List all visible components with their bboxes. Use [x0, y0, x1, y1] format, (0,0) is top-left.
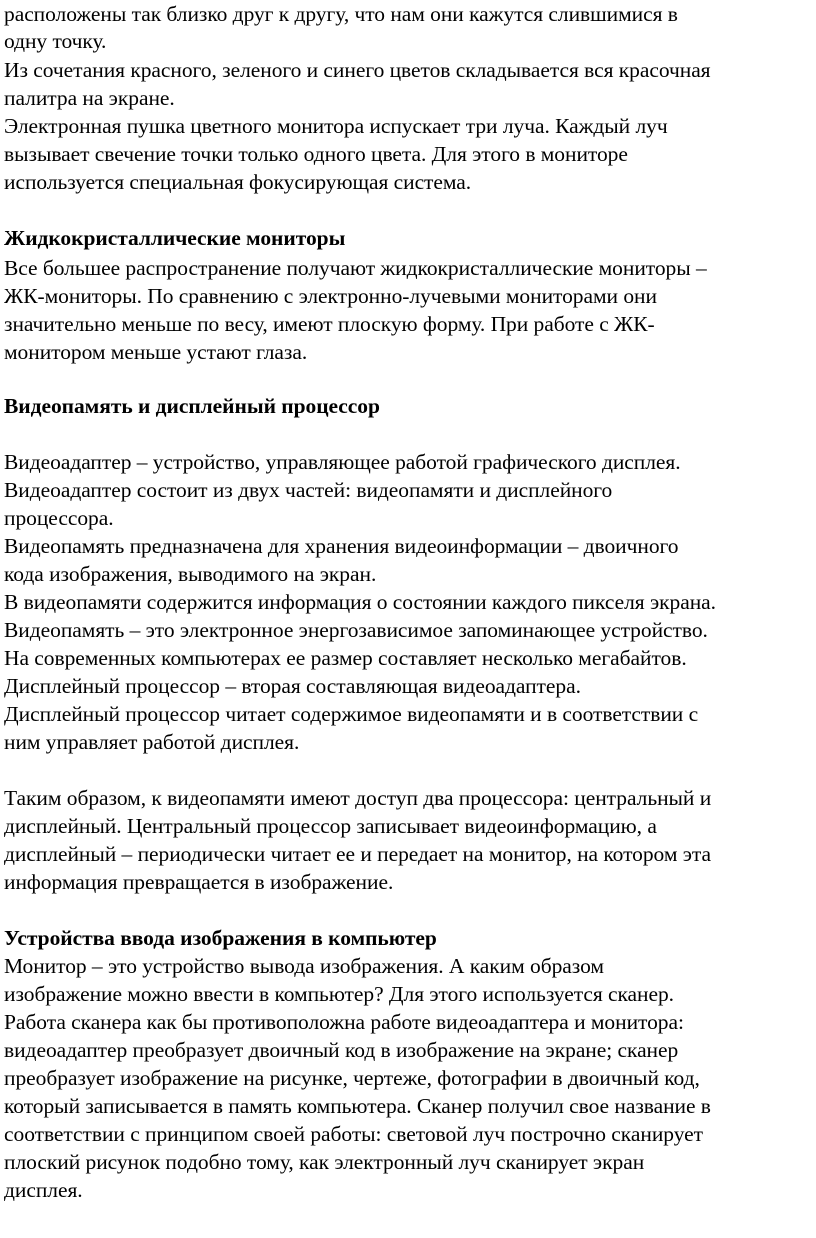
body-text-line: Монитор – это устройство вывода изображения. А каким образом: [4, 954, 604, 978]
body-text-line: ЖК-мониторы. По сравнению с электронно-лучевыми мониторами они: [4, 284, 657, 308]
body-text-line: дисплейный. Центральный процессор записывает видеоинформацию, а: [4, 814, 657, 838]
body-text-line: Видеоадаптер – устройство, управляющее работой графического дисплея.: [4, 450, 681, 474]
body-text-line: палитра на экране.: [4, 86, 175, 110]
body-text-line: вызывает свечение точки только одного цвета. Для этого в мониторе: [4, 142, 628, 166]
body-text-line: Электронная пушка цветного монитора испускает три луча. Каждый луч: [4, 114, 668, 138]
body-text-line: значительно меньше по весу, имеют плоскую форму. При работе с ЖК-: [4, 312, 655, 336]
body-text-line: изображение можно ввести в компьютер? Для этого используется сканер.: [4, 982, 675, 1006]
body-text-line: расположены так близко друг к другу, что нам они кажутся слившимися в: [4, 2, 678, 26]
body-text-line: дисплея.: [4, 1178, 83, 1202]
body-text-line: Работа сканера как бы противоположна работе видеоадаптера и монитора:: [4, 1010, 684, 1034]
body-text-line: Таким образом, к видеопамяти имеют доступ два процессора: центральный и: [4, 786, 712, 810]
section-heading: Видеопамять и дисплейный процессор: [4, 394, 380, 418]
section-heading: Жидкокристаллические мониторы: [4, 226, 346, 250]
body-text-line: Из сочетания красного, зеленого и синего цветов складывается вся красочная: [4, 58, 711, 82]
body-text-line: ним управляет работой дисплея.: [4, 730, 300, 754]
body-text-line: процессора.: [4, 506, 114, 530]
body-text-line: плоский рисунок подобно тому, как электронный луч сканирует экран: [4, 1150, 645, 1174]
section-heading: Устройства ввода изображения в компьютер: [4, 926, 437, 950]
body-text-line: В видеопамяти содержится информация о состоянии каждого пикселя экрана.: [4, 590, 716, 614]
body-text-line: дисплейный – периодически читает ее и передает на монитор, на котором эта: [4, 842, 712, 866]
body-text-line: На современных компьютерах ее размер составляет несколько мегабайтов.: [4, 646, 687, 670]
body-text-line: Дисплейный процессор – вторая составляющая видеоадаптера.: [4, 674, 581, 698]
body-text-line: Дисплейный процессор читает содержимое видеопамяти и в соответствии с: [4, 702, 699, 726]
body-text-line: одну точку.: [4, 29, 107, 53]
body-text-line: используется специальная фокусирующая система.: [4, 170, 472, 194]
body-text-line: видеоадаптер преобразует двоичный код в изображение на экране; сканер: [4, 1038, 679, 1062]
body-text-line: кода изображения, выводимого на экран.: [4, 562, 377, 586]
body-text-line: Видеопамять предназначена для хранения видеоинформации – двоичного: [4, 534, 679, 558]
body-text-line: Видеопамять – это электронное энергозависимое запоминающее устройство.: [4, 618, 708, 642]
body-text-line: соответствии с принципом своей работы: световой луч построчно сканирует: [4, 1122, 703, 1146]
body-text-line: Видеоадаптер состоит из двух частей: видеопамяти и дисплейного: [4, 478, 613, 502]
body-text-line: информация превращается в изображение.: [4, 870, 394, 894]
body-text-line: монитором меньше устают глаза.: [4, 340, 308, 364]
body-text-line: Все большее распространение получают жидкокристаллические мониторы –: [4, 256, 707, 280]
body-text-line: который записывается в память компьютера. Сканер получил свое название в: [4, 1094, 711, 1118]
body-text-line: преобразует изображение на рисунке, чертеже, фотографии в двоичный код,: [4, 1066, 700, 1090]
